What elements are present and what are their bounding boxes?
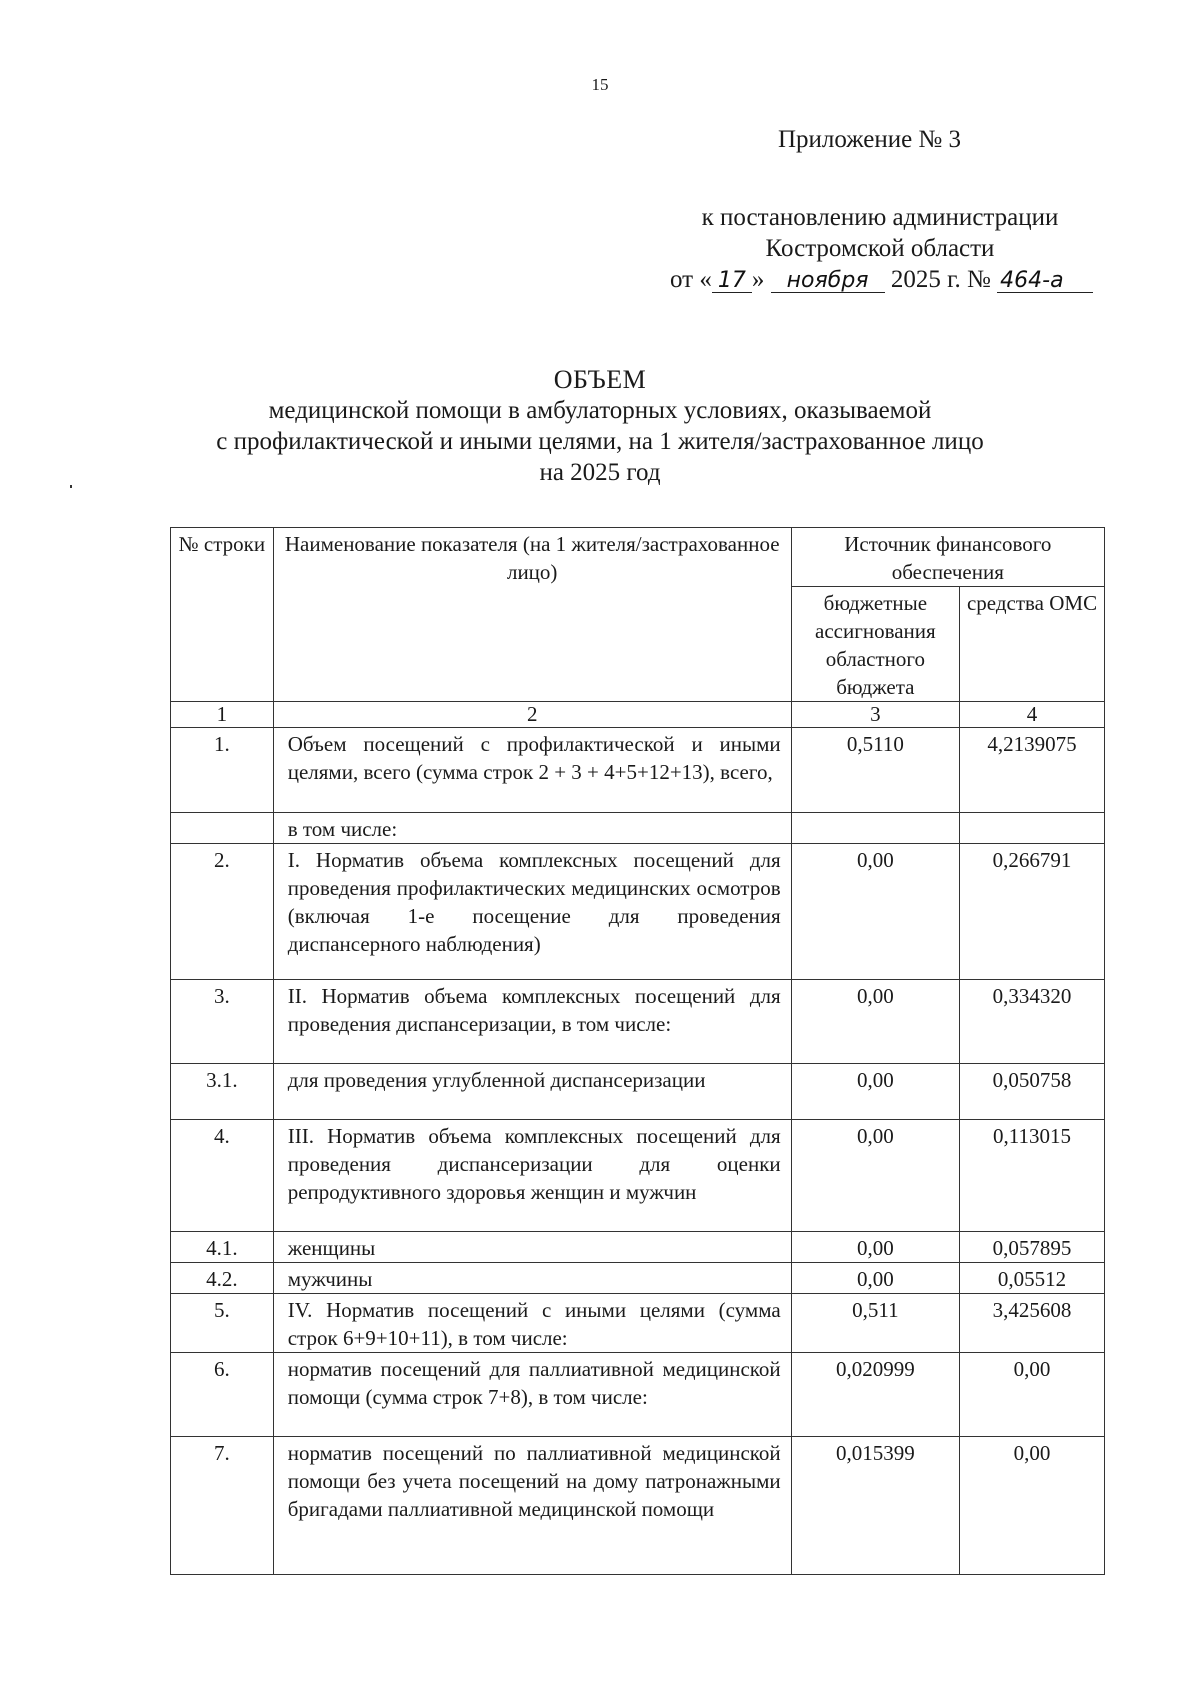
indicator-name-cell: IV. Норматив посещений с иными целями (сумма строк 6+9+10+11), в том числе: — [273, 1294, 791, 1353]
indicator-name-cell: Объем посещений с профилактической и иными целями, всего (сумма строк 2 + 3 + 4+5+12+13), всего, — [273, 728, 791, 813]
table-row — [171, 1232, 1105, 1263]
row-number-cell: 7. — [171, 1437, 274, 1575]
column-number-1: 1 — [171, 702, 274, 728]
row-number-cell: 1. — [171, 728, 274, 813]
decree-mid: » — [751, 266, 765, 293]
budget-value-cell: 0,511 — [791, 1294, 959, 1353]
table-row — [171, 728, 1105, 813]
handwritten-month: ноября — [771, 270, 885, 293]
oms-value-cell: 3,425608 — [960, 1294, 1105, 1353]
header-funding-source: Источник финансового обеспечения — [791, 528, 1104, 587]
budget-value-cell: 0,00 — [791, 844, 959, 980]
indicator-name-cell: III. Норматив объема комплексных посещений для проведения диспансеризации для оценки репродуктивного здоровья женщин и мужчин — [273, 1120, 791, 1232]
indicator-name-cell: норматив посещений для паллиативной медицинской помощи (сумма строк 7+8), в том числе: — [273, 1353, 791, 1437]
document-title — [0, 364, 1200, 488]
table-body — [171, 528, 1105, 1575]
title-main: ОБЪЕМ — [553, 365, 647, 394]
oms-value-cell: 0,05512 — [960, 1263, 1105, 1294]
indicator-name-cell: мужчины — [273, 1263, 791, 1294]
column-number-4: 4 — [960, 702, 1105, 728]
table-row — [171, 844, 1105, 980]
budget-value-cell: 0,020999 — [791, 1353, 959, 1437]
indicator-name-cell: норматив посещений по паллиативной медицинской помощи без учета посещений на дому патронажными бригадами паллиативной медицинской помощи — [273, 1437, 791, 1575]
table-row — [171, 1263, 1105, 1294]
title-line-1: медицинской помощи в амбулаторных условиях, оказываемой — [268, 397, 932, 424]
indicator-name-cell: II. Норматив объема комплексных посещений для проведения диспансеризации, в том числе: — [273, 980, 791, 1064]
volume-table — [170, 527, 1105, 1575]
scan-speck — [70, 485, 72, 488]
decree-date-line — [670, 264, 1090, 295]
oms-value-cell: 0,00 — [960, 1353, 1105, 1437]
decree-year: 2025 г. № — [890, 266, 991, 293]
table-row — [171, 980, 1105, 1064]
oms-value-cell: 0,050758 — [960, 1064, 1105, 1120]
header-budget: бюджетные ассигнования областного бюджета — [791, 587, 959, 702]
oms-value-cell: 0,00 — [960, 1437, 1105, 1575]
row-number-cell — [171, 813, 274, 844]
budget-value-cell: 0,00 — [791, 1232, 959, 1263]
table-row — [171, 1120, 1105, 1232]
indicator-name-cell: для проведения углубленной диспансеризации — [273, 1064, 791, 1120]
row-number-cell: 2. — [171, 844, 274, 980]
table-row — [171, 1064, 1105, 1120]
oms-value-cell — [960, 813, 1105, 844]
row-number-cell: 4.2. — [171, 1263, 274, 1294]
indicator-name-cell: в том числе: — [273, 813, 791, 844]
indicator-name-cell: женщины — [273, 1232, 791, 1263]
decree-reference — [670, 202, 1090, 295]
budget-value-cell: 0,5110 — [791, 728, 959, 813]
column-number-3: 3 — [791, 702, 959, 728]
budget-value-cell: 0,00 — [791, 1064, 959, 1120]
oms-value-cell: 4,2139075 — [960, 728, 1105, 813]
decree-line-1: к постановлению администрации — [701, 204, 1059, 231]
decree-prefix: от « — [670, 266, 712, 293]
header-oms: средства ОМС — [960, 587, 1105, 702]
header-indicator-name: Наименование показателя (на 1 жителя/застрахованное лицо) — [273, 528, 791, 702]
row-number-cell: 3.1. — [171, 1064, 274, 1120]
table-row — [171, 1353, 1105, 1437]
column-number-2: 2 — [273, 702, 791, 728]
column-number-row — [171, 702, 1105, 728]
table-row — [171, 1437, 1105, 1575]
row-number-cell: 6. — [171, 1353, 274, 1437]
appendix-label: Приложение № 3 — [778, 126, 962, 153]
table-row — [171, 813, 1105, 844]
row-number-cell: 5. — [171, 1294, 274, 1353]
page-number: 15 — [591, 75, 609, 94]
header-row-1 — [171, 528, 1105, 587]
oms-value-cell: 0,057895 — [960, 1232, 1105, 1263]
row-number-cell: 4. — [171, 1120, 274, 1232]
handwritten-day: 17 — [712, 270, 752, 293]
budget-value-cell: 0,00 — [791, 1120, 959, 1232]
budget-value-cell — [791, 813, 959, 844]
indicator-name-cell: I. Норматив объема комплексных посещений для проведения профилактических медицинских осмотров (включая 1-е посещение для проведения диспансерного наблюдения) — [273, 844, 791, 980]
oms-value-cell: 0,266791 — [960, 844, 1105, 980]
table-row — [171, 1294, 1105, 1353]
decree-line-2: Костромской области — [765, 235, 995, 262]
oms-value-cell: 0,334320 — [960, 980, 1105, 1064]
oms-value-cell: 0,113015 — [960, 1120, 1105, 1232]
budget-value-cell: 0,00 — [791, 980, 959, 1064]
budget-value-cell: 0,00 — [791, 1263, 959, 1294]
row-number-cell: 4.1. — [171, 1232, 274, 1263]
title-line-3: на 2025 год — [539, 459, 661, 486]
header-row-number: № строки — [171, 528, 274, 702]
title-line-2: с профилактической и иными целями, на 1 жителя/застрахованное лицо — [216, 428, 984, 455]
budget-value-cell: 0,015399 — [791, 1437, 959, 1575]
row-number-cell: 3. — [171, 980, 274, 1064]
handwritten-decree-number: 464-а — [997, 270, 1093, 293]
